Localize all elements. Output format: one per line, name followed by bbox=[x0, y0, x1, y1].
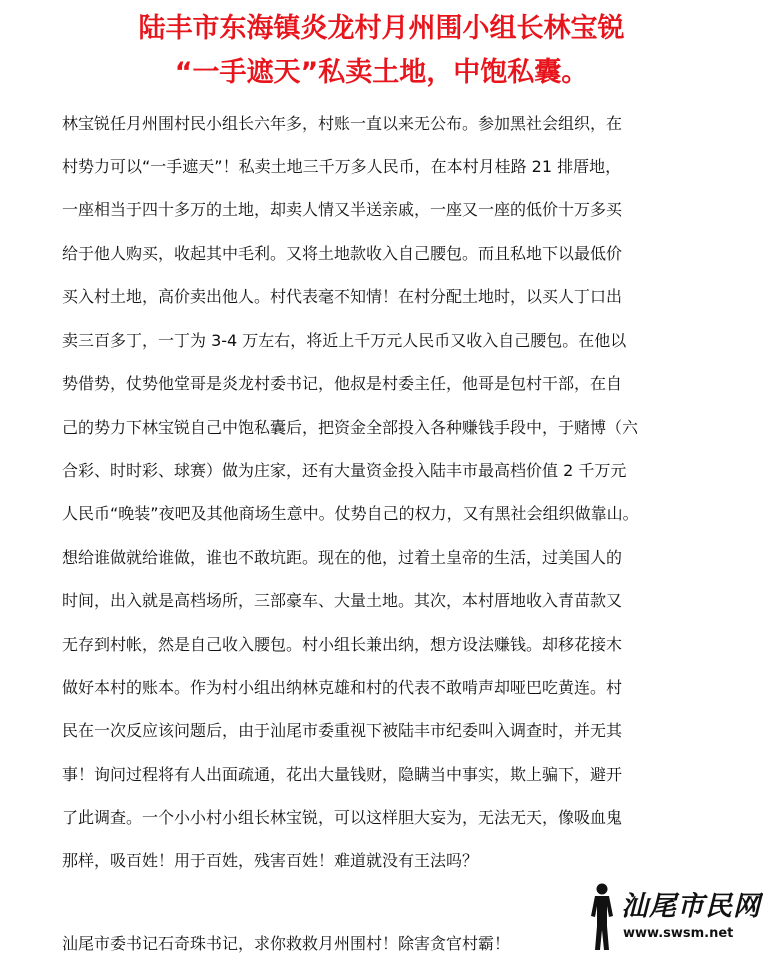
body-line: 卖三百多丁，一丁为 3-4 万左右，将近上千万元人民币又收入自己腰包。在他以 bbox=[62, 331, 627, 350]
body-line: 民在一次反应该问题后，由于汕尾市委重视下被陆丰市纪委叫入调查时，并无其 bbox=[62, 721, 623, 740]
title-line-2: “一手遮天”私卖土地，中饱私囊。 bbox=[174, 57, 589, 88]
body-line: 势借势，仗势他堂哥是炎龙村委书记，他叔是村委主任，他哥是包村干部，在自 bbox=[62, 374, 623, 393]
body-line: 人民币“晚装”夜吧及其他商场生意中。仗势自己的权力，又有黑社会组织做靠山。 bbox=[62, 504, 639, 523]
watermark-brand: 汕尾市民网 bbox=[621, 891, 761, 922]
body-line: 村势力可以“一手遮天”！私卖土地三千万多人民币，在本村月桂路 21 排厝地， bbox=[62, 157, 622, 176]
watermark-url: www.swsm.net bbox=[623, 926, 734, 941]
body-line: 己的势力下林宝锐自己中饱私囊后，把资金全部投入各种赚钱手段中，于赌博（六 bbox=[62, 418, 639, 437]
body-line: 合彩、时时彩、球赛）做为庄家，还有大量资金投入陆丰市最高档价值 2 千万元 bbox=[62, 461, 627, 480]
body-line: 无存到村帐，然是自己收入腰包。村小组长兼出纳，想方设法赚钱。却移花接木 bbox=[62, 635, 623, 654]
body-line: 那样，吸百姓！用于百姓，残害百姓！难道就没有王法吗？ bbox=[62, 851, 479, 870]
site-watermark bbox=[587, 874, 761, 954]
body-line: 事！询问过程将有人出面疏通，花出大量钱财，隐瞒当中事实，欺上骗下，避开 bbox=[62, 765, 623, 784]
body-line: 想给谁做就给谁做，谁也不敢坑距。现在的他，过着土皇帝的生活，过美国人的 bbox=[62, 548, 623, 567]
body-line: 时间，出入就是高档场所，三部豪车、大量土地。其次，本村厝地收入青苗款又 bbox=[62, 591, 623, 610]
silhouette-figure-icon bbox=[587, 882, 617, 952]
body-line: 一座相当于四十多万的土地，却卖人情又半送亲戚，一座又一座的低价十万多买 bbox=[62, 200, 623, 219]
body-line: 给于他人购买，收起其中毛利。又将土地款收入自己腰包。而且私地下以最低价 bbox=[62, 244, 623, 263]
closing-appeal: 汕尾市委书记石奇珠书记，求你救救月州围村！除害贪官村霸！ bbox=[62, 934, 511, 953]
body-line: 林宝锐任月州围村民小组长六年多，村账一直以来无公布。参加黑社会组织，在 bbox=[62, 114, 623, 133]
body-line: 了此调查。一个小小村小组长林宝锐，可以这样胆大妄为，无法无天，像吸血鬼 bbox=[62, 808, 623, 827]
body-line: 做好本村的账本。作为村小组出纳林克雄和村的代表不敢啃声却哑巴吃黄连。村 bbox=[62, 678, 623, 697]
title-line-1: 陆丰市东海镇炎龙村月州围小组长林宝锐 bbox=[138, 13, 625, 44]
body-line: 买入村土地，高价卖出他人。村代表毫不知情！在村分配土地时，以买人丁口出 bbox=[62, 287, 623, 306]
